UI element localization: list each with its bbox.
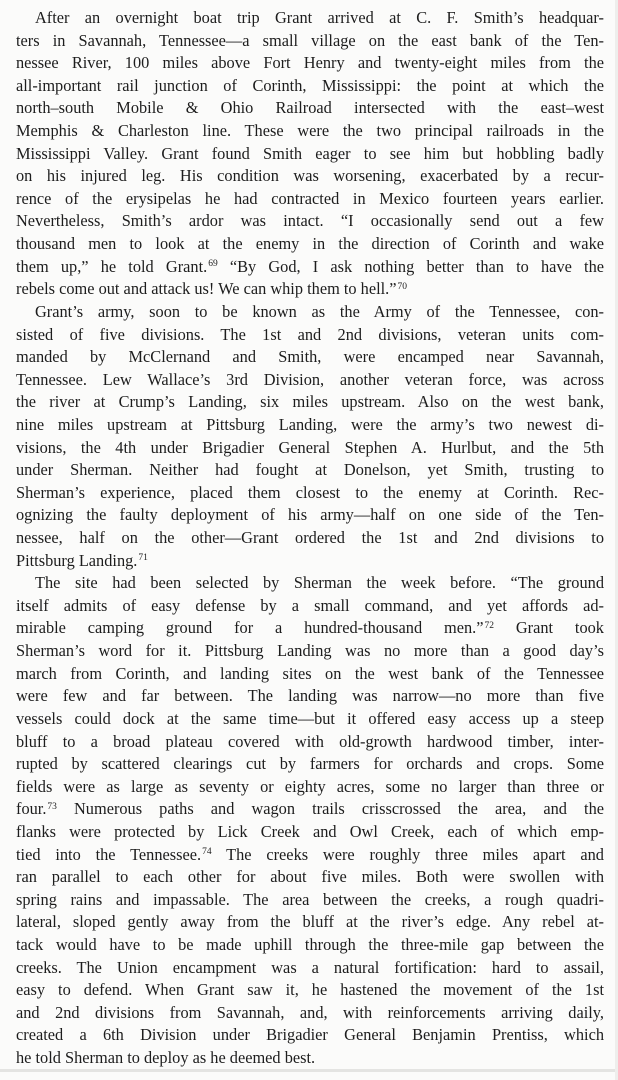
text-line: [16, 595, 604, 618]
text-line: [16, 437, 604, 460]
text-line: [16, 889, 604, 912]
text-run: Grant took: [493, 618, 604, 638]
text-line: [16, 550, 604, 573]
text-line: [16, 52, 604, 75]
text-run: flanks were protected by Lick Creek and Owl Creek, each of which emp-: [16, 821, 604, 841]
text-run: The creeks were roughly three miles apart and: [211, 844, 604, 864]
text-line: [16, 120, 604, 143]
text-line: [16, 482, 604, 505]
text-run: tack would have to be made uphill through the three-mile gap between the: [16, 934, 604, 954]
text-line: [16, 459, 604, 482]
text-line: [16, 776, 604, 799]
text-line: [16, 210, 604, 233]
text-run: north–south Mobile & Ohio Railroad intersected with the east–west: [16, 98, 604, 118]
footnote-marker: 69: [208, 259, 218, 270]
text-run: vessels could dock at the same time—but it offered easy access up a steep: [16, 708, 604, 728]
text-run: Mississippi Valley. Grant found Smith eager to see him but hobbling badly: [16, 143, 604, 163]
footnote-marker: 73: [47, 801, 57, 812]
text-run: created a 6th Division under Brigadier General Benjamin Prentiss, which: [16, 1025, 604, 1045]
text-line: [16, 617, 604, 640]
text-run: ognizing the faulty deployment of his army—half on one side of the Ten-: [16, 505, 604, 525]
text-run: the river at Crump’s Landing, six miles upstream. Also on the west bank,: [16, 392, 604, 412]
text-line: [16, 414, 604, 437]
text-run: ters in Savannah, Tennessee—a small village on the east bank of the Ten-: [16, 30, 604, 50]
text-line: [16, 979, 604, 1002]
text-line: [16, 798, 604, 821]
text-run: The site had been selected by Sherman the week before. “The ground: [35, 573, 604, 593]
text-run: nessee, half on the other—Grant ordered the 1st and 2nd divisions to: [16, 528, 604, 548]
text-line: [16, 165, 604, 188]
text-line: [16, 301, 604, 324]
text-line: [16, 708, 604, 731]
text-run: nine miles upstream at Pittsburg Landing, were the army’s two newest di-: [16, 414, 604, 434]
text-run: all-important rail junction of Corinth, Mississippi: the point at which the: [16, 75, 604, 95]
text-line: [16, 233, 604, 256]
text-line: [16, 30, 604, 53]
text-line: [16, 1024, 604, 1047]
text-run: Sherman’s word for it. Pittsburg Landing was no more than a good day’s: [16, 641, 604, 661]
text-line: [16, 369, 604, 392]
text-line: [16, 188, 604, 211]
text-run: bluff to a broad plateau covered with old-growth hardwood timber, inter-: [16, 731, 604, 751]
text-line: [16, 97, 604, 120]
text-run: Nevertheless, Smith’s ardor was intact. “I occasionally send out a few: [16, 211, 604, 231]
text-run: tied into the Tennessee.: [16, 844, 202, 864]
text-run: manded by McClernand and Smith, were encamped near Savannah,: [16, 347, 604, 367]
text-line: [16, 504, 604, 527]
text-run: rebels come out and attack us! We can whip them to hell.”: [16, 279, 397, 299]
text-run: spring rains and impassable. The area between the creeks, a rough quadri-: [16, 889, 604, 909]
footnote-marker: 70: [397, 281, 408, 292]
text-run: nessee River, 100 miles above Fort Henry and twenty-eight miles from the: [16, 53, 604, 73]
text-line: [16, 1047, 604, 1070]
text-line: [16, 753, 604, 776]
text-run: After an overnight boat trip Grant arrived at C. F. Smith’s headquar-: [35, 8, 604, 27]
text-run: Sherman’s experience, placed them closest to the enemy at Corinth. Rec-: [16, 482, 604, 502]
text-run: on his injured leg. His condition was worsening, exacerbated by a recur-: [16, 166, 604, 186]
text-run: creeks. The Union encampment was a natural fortification: hard to assail,: [16, 957, 604, 977]
text-run: Tennessee. Lew Wallace’s 3rd Division, another veteran force, was across: [16, 369, 604, 389]
text-run: and 2nd divisions from Savannah, and, with reinforcements arriving daily,: [16, 1002, 604, 1022]
text-run: lateral, sloped gently away from the bluff at the river’s edge. Any rebel at-: [16, 912, 604, 932]
text-run: sisted of five divisions. The 1st and 2nd divisions, veteran units com-: [16, 324, 604, 344]
text-line: [16, 572, 604, 595]
text-line: [16, 256, 604, 279]
text-line: [16, 324, 604, 347]
text-run: them up,” he told Grant.: [16, 256, 208, 276]
text-run: were few and far between. The landing was narrow—no more than five: [16, 686, 604, 706]
text-line: [16, 957, 604, 980]
text-line: [16, 527, 604, 550]
text-line: [16, 911, 604, 934]
text-line: [16, 934, 604, 957]
text-run: rence of the erysipelas he had contracted in Mexico fourteen years earlier.: [16, 188, 604, 208]
text-run: he told Sherman to deploy as he deemed best.: [16, 1048, 316, 1068]
text-line: [16, 821, 604, 844]
footnote-marker: 72: [484, 620, 494, 631]
footnote-marker: 71: [138, 552, 148, 563]
text-run: under Sherman. Neither had fought at Donelson, yet Smith, trusting to: [16, 460, 604, 480]
text-run: Numerous paths and wagon trails crisscrossed the area, and the: [56, 799, 604, 819]
text-line: [16, 866, 604, 889]
text-run: Pittsburg Landing.: [16, 550, 138, 570]
text-run: visions, the 4th under Brigadier General Stephen A. Hurlbut, and the 5th: [16, 437, 604, 457]
text-run: Memphis & Charleston line. These were the two principal railroads in the: [16, 121, 604, 141]
text-run: four.: [16, 799, 47, 819]
text-run: Grant’s army, soon to be known as the Army of the Tennessee, con-: [35, 301, 604, 321]
text-line: [16, 278, 604, 301]
footnote-marker: 74: [202, 846, 212, 857]
text-line: [16, 663, 604, 686]
text-line: [16, 75, 604, 98]
text-run: rupted by scattered clearings cut by farmers for orchards and crops. Some: [16, 754, 604, 774]
text-line: [16, 391, 604, 414]
text-run: thousand men to look at the enemy in the direction of Corinth and wake: [16, 234, 604, 254]
page-body-text: [16, 7, 604, 1070]
scan-edge-line: [0, 1069, 618, 1072]
text-run: ran parallel to each other for about five miles. Both were swollen with: [16, 867, 604, 887]
text-run: itself admits of easy defense by a small command, and yet affords ad-: [16, 595, 604, 615]
text-line: [16, 844, 604, 867]
paragraph: [16, 7, 604, 301]
text-line: [16, 143, 604, 166]
paragraph: [16, 301, 604, 572]
text-line: [16, 731, 604, 754]
text-run: “By God, I ask nothing better than to have the: [217, 256, 605, 276]
text-run: march from Corinth, and landing sites on the west bank of the Tennessee: [16, 663, 604, 683]
text-line: [16, 7, 604, 30]
text-run: easy to defend. When Grant saw it, he hastened the movement of the 1st: [16, 980, 604, 1000]
text-line: [16, 346, 604, 369]
text-run: fields were as large as seventy or eighty acres, some no larger than three or: [16, 776, 604, 796]
text-line: [16, 1002, 604, 1025]
text-line: [16, 685, 604, 708]
text-line: [16, 640, 604, 663]
paragraph: [16, 572, 604, 1069]
text-run: mirable camping ground for a hundred-thousand men.”: [16, 618, 484, 638]
